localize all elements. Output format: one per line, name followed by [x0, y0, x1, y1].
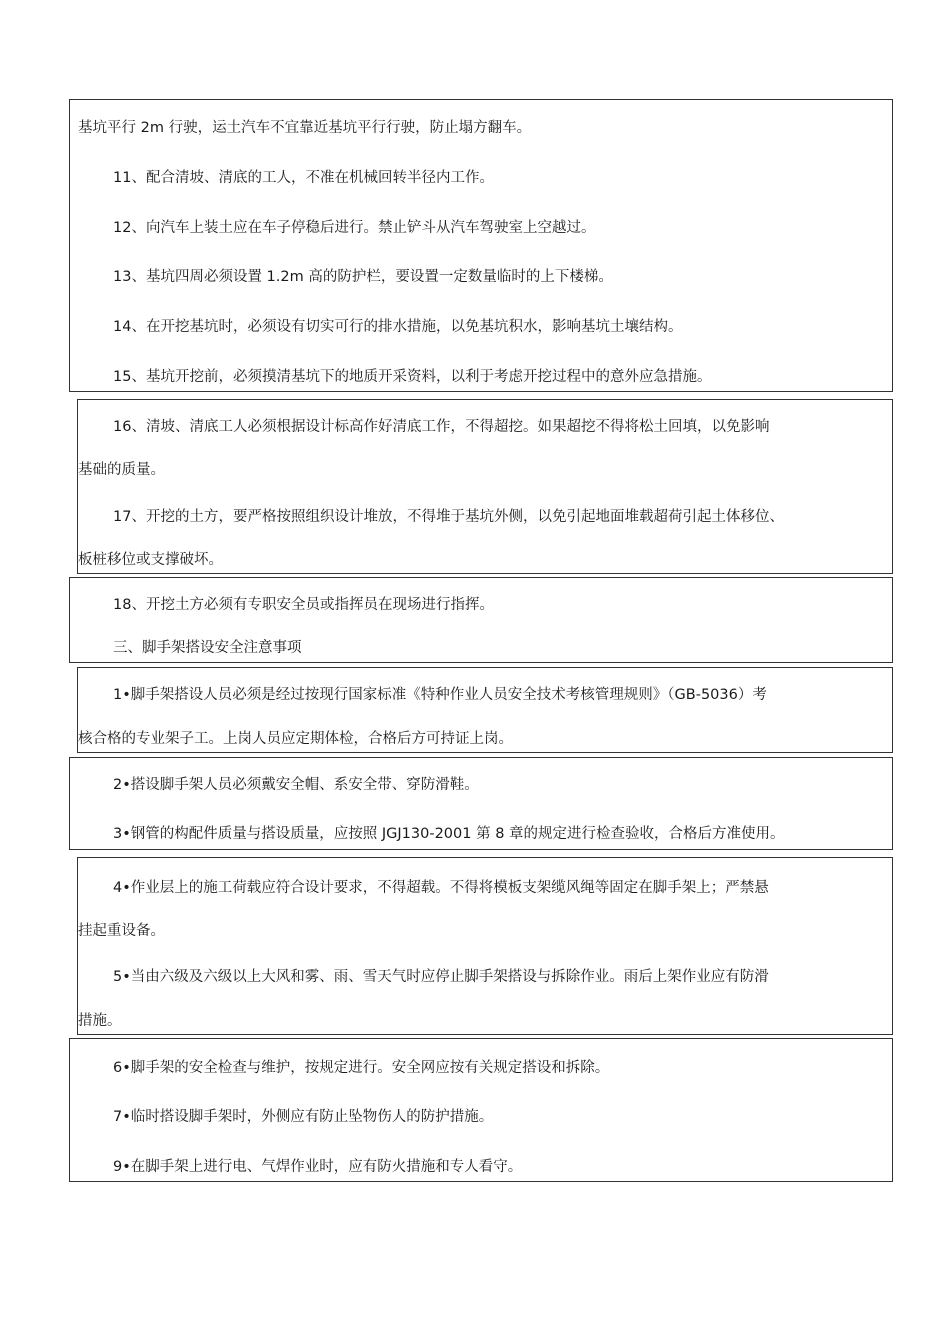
text-line: 11、配合清坡、清底的工人，不准在机械回转半径内工作。	[113, 170, 494, 186]
text-line: 核合格的专业架子工。上岗人员应定期体检，合格后方可持证上岗。	[78, 731, 513, 747]
text-line: 措施。	[78, 1013, 122, 1029]
text-line: 15、基坑开挖前，必须摸清基坑下的地质开采资料，以利于考虑开挖过程中的意外应急措施。	[113, 369, 712, 385]
text-line: 9•在脚手架上进行电、气焊作业时，应有防火措施和专人看守。	[113, 1159, 523, 1175]
text-line: 7•临时搭设脚手架时，外侧应有防止坠物伤人的防护措施。	[113, 1109, 494, 1125]
text-line: 6•脚手架的安全检查与维护，按规定进行。安全网应按有关规定搭设和拆除。	[113, 1060, 610, 1076]
section-heading: 三、脚手架搭设安全注意事项	[113, 640, 302, 656]
section-box-6	[77, 857, 893, 1035]
text-line: 17、开挖的土方，要严格按照组织设计堆放，不得堆于基坑外侧，以免引起地面堆载超荷引起土体移位、	[113, 509, 784, 525]
text-line: 16、清坡、清底工人必须根据设计标高作好清底工作，不得超挖。如果超挖不得将松土回填，以免影响	[113, 419, 770, 435]
section-box-5	[69, 757, 893, 850]
text-line: 基础的质量。	[78, 462, 165, 478]
text-line: 1•脚手架搭设人员必须是经过按现行国家标准《特种作业人员安全技术考核管理规则》（GB-5036）考	[113, 687, 767, 703]
text-line: 5•当由六级及六级以上大风和雾、雨、雪天气时应停止脚手架搭设与拆除作业。雨后上架作业应有防滑	[113, 969, 769, 985]
text-line: 基坑平行 2m 行驶，运土汽车不宜靠近基坑平行行驶，防止塌方翻车。	[78, 120, 532, 136]
section-box-1	[69, 99, 893, 392]
text-line: 4•作业层上的施工荷载应符合设计要求，不得超载。不得将模板支架缆风绳等固定在脚手架上；严禁悬	[113, 880, 769, 896]
section-box-7	[69, 1038, 893, 1182]
section-box-3	[69, 577, 893, 663]
text-line: 板桩移位或支撑破坏。	[78, 552, 223, 568]
text-line: 2•搭设脚手架人员必须戴安全帽、系安全带、穿防滑鞋。	[113, 777, 479, 793]
text-line: 18、开挖土方必须有专职安全员或指挥员在现场进行指挥。	[113, 597, 494, 613]
text-line: 挂起重设备。	[78, 923, 165, 939]
text-line: 3•钢管的构配件质量与搭设质量，应按照 JGJ130-2001 第 8 章的规定进行检查验收，合格后方准使用。	[113, 826, 785, 842]
text-line: 14、在开挖基坑时，必须设有切实可行的排水措施，以免基坑积水，影响基坑土壤结构。	[113, 319, 683, 335]
text-line: 12、向汽车上装土应在车子停稳后进行。禁止铲斗从汽车驾驶室上空越过。	[113, 220, 596, 236]
text-line: 13、基坑四周必须设置 1.2m 高的防护栏，要设置一定数量临时的上下楼梯。	[113, 269, 613, 285]
section-box-4	[77, 667, 893, 753]
section-box-2	[77, 399, 893, 574]
